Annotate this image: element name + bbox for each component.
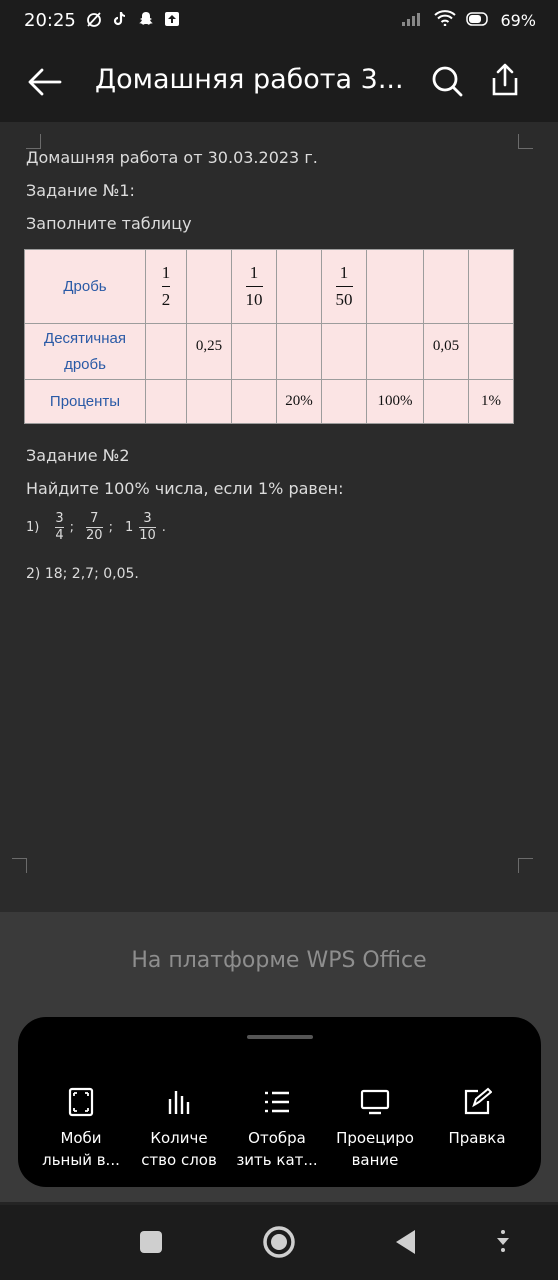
decimal-cell: 0,05 [424, 324, 469, 380]
drag-handle[interactable] [247, 1035, 313, 1039]
empty-cell [232, 380, 277, 424]
fraction-denominator: 10 [245, 290, 263, 309]
fraction-cell [232, 250, 277, 324]
empty-cell [424, 380, 469, 424]
empty-cell [424, 250, 469, 324]
battery-level: 69% [500, 10, 536, 30]
share-icon[interactable] [488, 62, 522, 98]
battery-icon [466, 11, 490, 30]
item1-prefix: 1) [26, 520, 40, 535]
tool-projection[interactable] [329, 1087, 421, 1171]
percent-cell: 1% [469, 380, 514, 424]
table-row-percent [25, 380, 514, 424]
task1-title: Задание №1: [26, 181, 135, 200]
fraction-denominator: 20 [86, 528, 103, 543]
empty-cell [322, 380, 367, 424]
task2-item-2: 2) 18; 2,7; 0,05. [26, 566, 139, 582]
table-row-decimal [25, 324, 514, 380]
tool-mobile-view[interactable] [35, 1087, 127, 1171]
home-circle-icon[interactable] [262, 1225, 296, 1259]
tool-label: Моби льный в... [42, 1129, 120, 1169]
fraction-numerator: 1 [249, 263, 259, 282]
empty-cell [146, 324, 187, 380]
task2-item-1: 1) 3 4 ; 7 20 ; 1 3 10 . [26, 511, 166, 543]
fraction-numerator: 3 [55, 511, 64, 526]
document-title: Домашняя работа 3... [95, 64, 404, 95]
empty-cell [367, 250, 424, 324]
tools-panel [18, 1017, 541, 1187]
back-arrow-icon[interactable] [26, 64, 62, 100]
empty-cell [322, 324, 367, 380]
fraction-denominator: 10 [139, 528, 156, 543]
tool-label: Отобра зить кат... [236, 1129, 318, 1169]
page-corner-mark [26, 134, 41, 149]
decimal-cell: 0,25 [187, 324, 232, 380]
system-nav-bar [0, 1205, 558, 1280]
empty-cell [277, 324, 322, 380]
fraction [55, 512, 63, 543]
edit-icon [462, 1087, 492, 1117]
fractions-table [24, 249, 514, 424]
empty-cell [146, 380, 187, 424]
fraction-cell [146, 250, 187, 324]
empty-cell [232, 324, 277, 380]
fraction-numerator: 1 [339, 263, 349, 282]
tool-label: Проециро вание [336, 1129, 414, 1169]
fraction-numerator: 1 [161, 263, 171, 282]
monitor-icon [360, 1087, 390, 1117]
signal-icon [402, 11, 424, 30]
task2-instruction: Найдите 100% числа, если 1% равен: [26, 479, 344, 498]
notification-icons [86, 11, 180, 27]
search-icon[interactable] [430, 64, 464, 98]
word-count-icon [164, 1087, 194, 1117]
fraction-numerator: 7 [90, 511, 99, 526]
empty-cell [187, 250, 232, 324]
task1-instruction: Заполните таблицу [26, 214, 192, 233]
status-bar [0, 0, 558, 44]
page-corner-mark [518, 134, 533, 149]
keyboard-down-icon[interactable] [488, 1227, 518, 1257]
tool-edit[interactable] [431, 1087, 523, 1149]
status-right [402, 10, 536, 30]
row-header-fraction: Дробь [25, 250, 146, 324]
tool-show-catalog[interactable] [231, 1087, 323, 1171]
document-heading: Домашняя работа от 30.03.2023 г. [26, 148, 318, 167]
fraction-denominator: 4 [55, 528, 64, 543]
platform-note: На платформе WPS Office [131, 948, 427, 973]
empty-cell [277, 250, 322, 324]
empty-cell [187, 380, 232, 424]
page-corner-mark [518, 858, 533, 873]
fraction-numerator: 3 [143, 511, 152, 526]
app-bar [0, 44, 558, 122]
upload-icon [164, 11, 180, 27]
mixed-whole: 1 [124, 520, 134, 535]
percent-cell: 20% [277, 380, 322, 424]
empty-cell [469, 250, 514, 324]
row-header-decimal: Десятичная дробь [25, 324, 146, 380]
percent-cell: 100% [367, 380, 424, 424]
row-header-percent: Проценты [25, 380, 146, 424]
list-icon [262, 1087, 292, 1117]
back-triangle-icon[interactable] [391, 1227, 421, 1257]
mobile-view-icon [66, 1087, 96, 1117]
snapchat-icon [138, 11, 154, 27]
fraction-denominator: 2 [161, 290, 171, 309]
page-corner-mark [12, 858, 27, 873]
tool-label: Количе ство слов [141, 1129, 217, 1169]
tool-word-count[interactable] [133, 1087, 225, 1171]
recents-square-icon[interactable] [136, 1227, 166, 1257]
fraction [86, 512, 103, 543]
fraction [139, 512, 156, 543]
empty-cell [367, 324, 424, 380]
tiktok-icon [112, 11, 128, 27]
wifi-icon [434, 10, 456, 30]
fraction-denominator: 50 [335, 290, 353, 309]
status-time: 20:25 [24, 10, 76, 31]
table-row-fraction [25, 250, 514, 324]
task2-title: Задание №2 [26, 446, 130, 465]
empty-cell [469, 324, 514, 380]
tool-label: Правка [448, 1129, 506, 1147]
fraction-cell [322, 250, 367, 324]
alarm-off-icon [86, 11, 102, 27]
